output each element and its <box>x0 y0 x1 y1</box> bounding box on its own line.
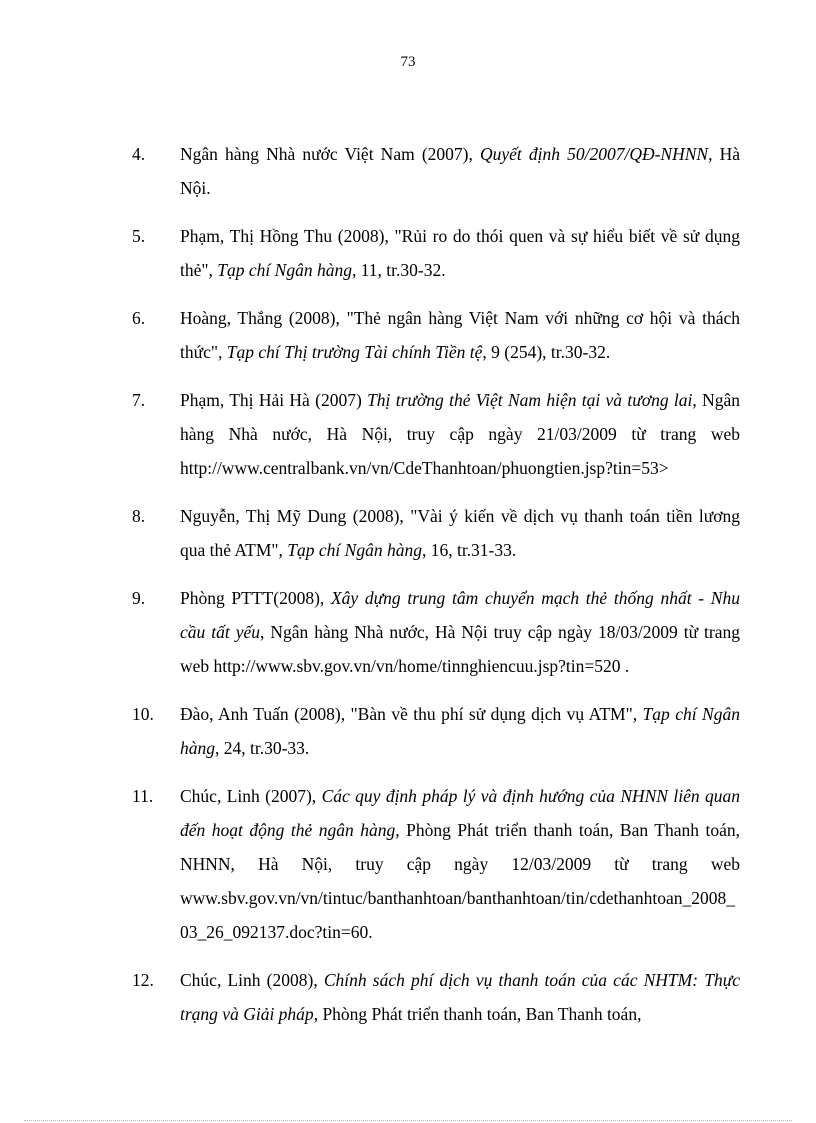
reference-title-italic: , Tạp chí Ngân hàng <box>278 540 422 560</box>
reference-text-segment: , 11, tr.30-32. <box>351 260 446 280</box>
reference-text <box>180 301 740 369</box>
reference-text <box>180 219 740 287</box>
reference-text-segment: Phạm, Thị Hải Hà (2007) <box>180 390 368 410</box>
reference-title-italic: Quyết định 50/2007/QĐ-NHNN, <box>479 144 713 164</box>
reference-item <box>132 697 740 765</box>
reference-text <box>180 697 740 765</box>
reference-title-italic: Chính sách phí dịch vụ thanh toán của các NHTM: Thực trạng và Giải pháp <box>180 970 741 1024</box>
reference-title-italic: Xây dựng trung tâm chuyển mạch thẻ thống nhất - Nhu cầu tất yếu <box>180 588 740 642</box>
reference-item <box>132 499 740 567</box>
reference-title-italic: Thị trường thẻ Việt Nam hiện tại và tương lai <box>367 390 693 410</box>
reference-title-italic: , Tạp chí Ngân hàng <box>208 260 352 280</box>
page-number: 73 <box>400 54 416 70</box>
reference-number: 11. <box>132 786 154 806</box>
reference-text <box>180 963 740 1031</box>
reference-list <box>132 137 740 1045</box>
reference-text-segment: , 24, tr.30-33. <box>215 738 310 758</box>
reference-text-segment: , Ngân hàng Nhà nước, Hà Nội, truy cập ngày 21/03/2009 từ trang web http://www.centralbank.vn/vn/CdeThanhtoan/phuongtien.jsp?tin=53> <box>180 390 740 478</box>
reference-item <box>132 383 740 485</box>
reference-item <box>132 219 740 287</box>
reference-text-segment: Phòng PTTT(2008), <box>180 588 331 608</box>
reference-text-segment: , 9 (254), tr.30-32. <box>482 342 611 362</box>
reference-text-segment: Đào, Anh Tuấn (2008), "Bàn về thu phí sử dụng dịch vụ ATM" <box>180 704 633 724</box>
reference-item <box>132 581 740 683</box>
reference-number: 9. <box>132 588 146 608</box>
reference-text-segment: , Ngân hàng Nhà nước, Hà Nội truy cập ngày 18/03/2009 từ trang web http://www.sbv.gov.vn/vn/home/tinnghiencuu.jsp?tin=520 . <box>180 622 740 676</box>
reference-title-italic: , Tạp chí Ngân hàng <box>180 704 740 758</box>
reference-number: 4. <box>132 144 146 164</box>
reference-text-segment: , 16, tr.31-33. <box>421 540 517 560</box>
reference-text-segment: , Phòng Phát triển thanh toán, Ban Thanh toán, NHNN, Hà Nội, truy cập ngày 12/03/2009 từ trang web www.sbv.gov.vn/vn/tintuc/banthanhtoan/banthanhtoan/tin/cdethanhtoan_2008_03_26_092137.doc?tin=60. <box>180 820 740 942</box>
reference-text-segment: Phạm, Thị Hồng Thu (2008), "Rủi ro do thói quen và sự hiểu biết về sử dụng thẻ" <box>180 226 740 280</box>
reference-item <box>132 963 740 1031</box>
reference-text-segment: Chúc, Linh (2008), <box>180 970 324 990</box>
reference-text <box>180 499 740 567</box>
reference-text-segment: , Phòng Phát triển thanh toán, Ban Thanh toán, <box>313 1004 642 1024</box>
reference-text <box>180 581 740 683</box>
reference-title-italic: , Tạp chí Thị trường Tài chính Tiền tệ <box>218 342 483 362</box>
reference-text <box>180 137 740 205</box>
reference-number: 7. <box>132 390 146 410</box>
reference-item <box>132 301 740 369</box>
reference-text-segment: Hoàng, Thắng (2008), "Thẻ ngân hàng Việt Nam với những cơ hội và thách thức" <box>180 308 740 362</box>
reference-text <box>180 779 740 949</box>
reference-text <box>180 383 740 485</box>
reference-number: 6. <box>132 308 146 328</box>
reference-number: 10. <box>132 704 154 724</box>
reference-text-segment: Chúc, Linh (2007), <box>180 786 322 806</box>
reference-number: 12. <box>132 970 154 990</box>
reference-title-italic: Các quy định pháp lý và định hướng của NHNN liên quan đến hoạt động thẻ ngân hàng <box>180 786 740 840</box>
reference-number: 8. <box>132 506 146 526</box>
reference-text-segment: Hà Nội. <box>180 144 740 198</box>
reference-text-segment: Ngân hàng Nhà nước Việt Nam (2007), <box>180 144 480 164</box>
reference-number: 5. <box>132 226 146 246</box>
reference-text-segment: Nguyễn, Thị Mỹ Dung (2008), "Vài ý kiến về dịch vụ thanh toán tiền lương qua thẻ ATM" <box>180 506 740 560</box>
reference-item <box>132 137 740 205</box>
reference-item <box>132 779 740 949</box>
bottom-dotted-rule <box>24 1120 792 1121</box>
